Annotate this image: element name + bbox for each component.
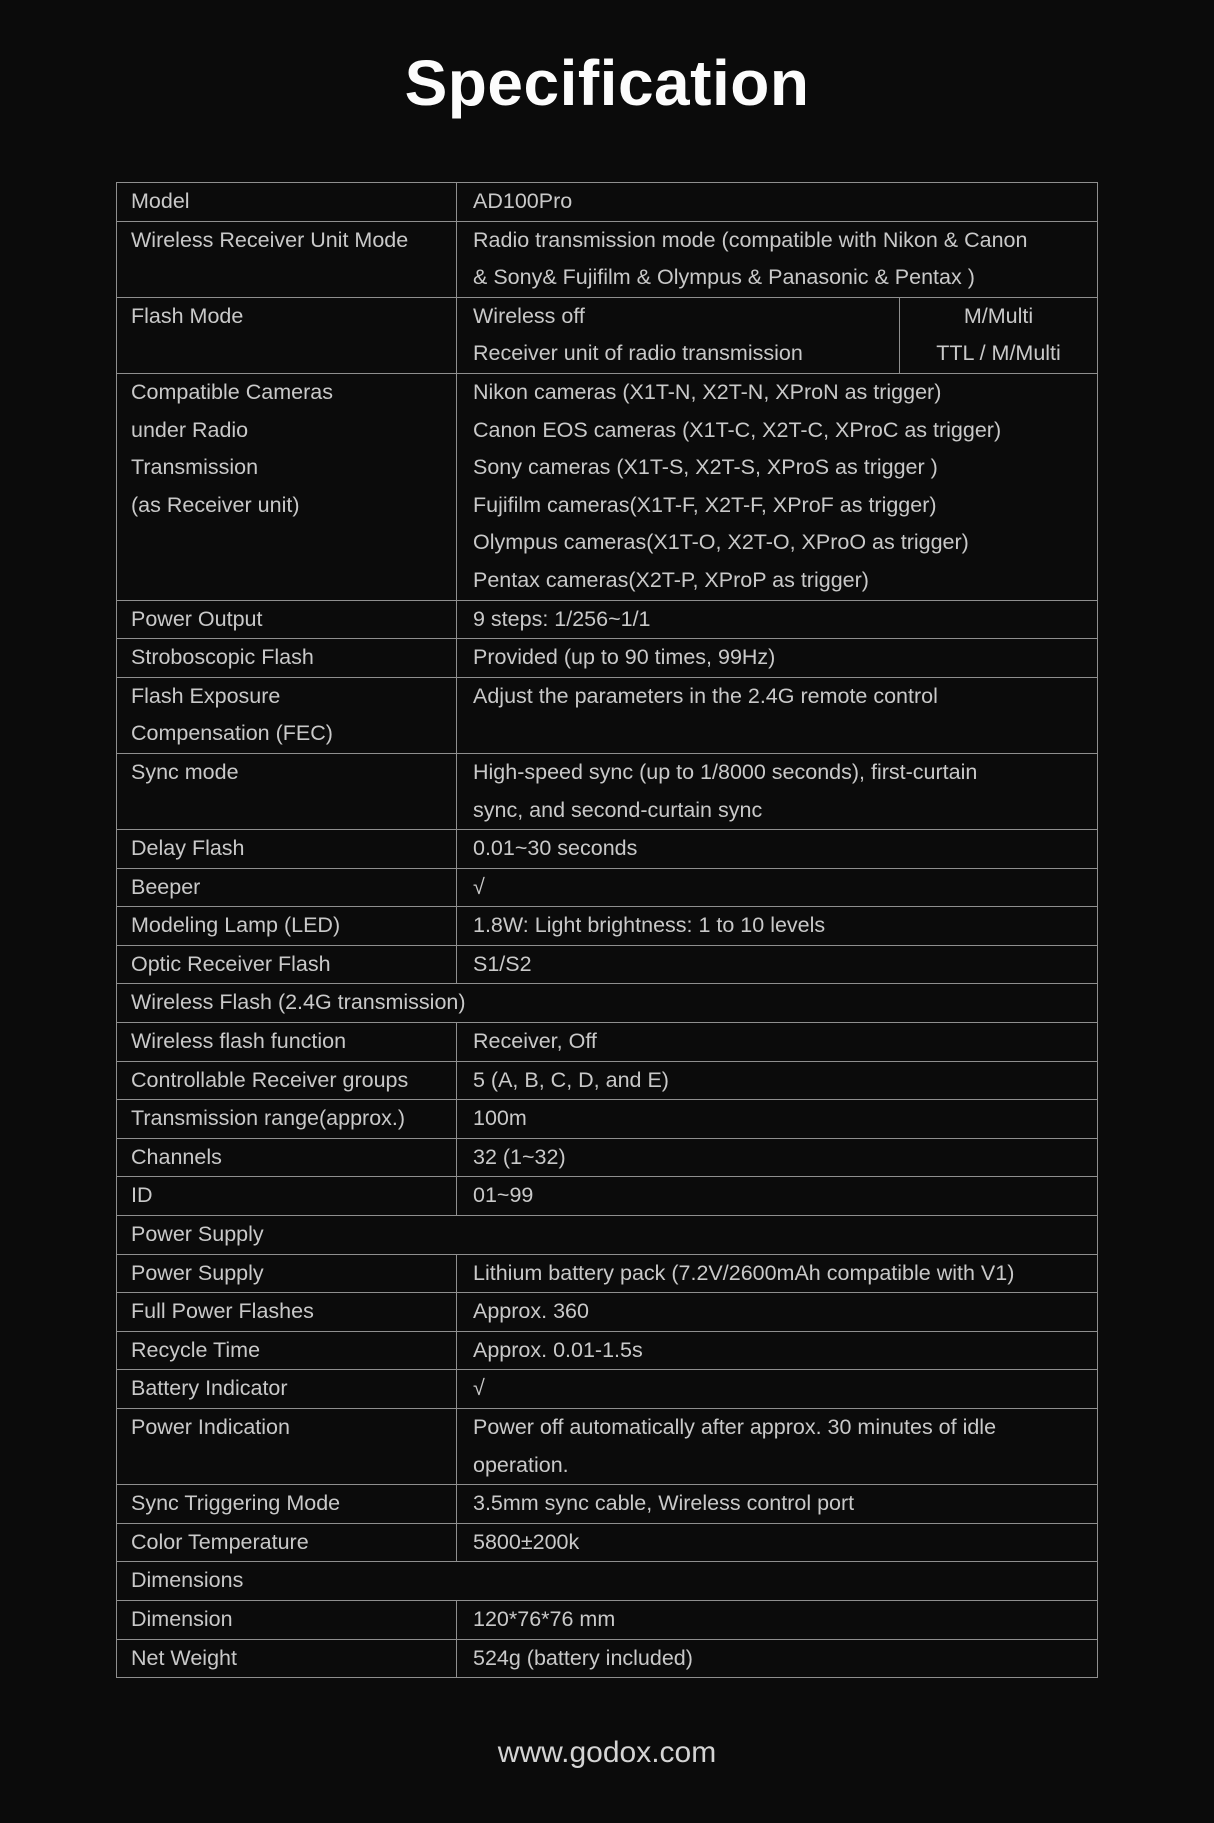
text-line: Model [131, 189, 190, 213]
spec-value-cell [456, 183, 1097, 221]
spec-value-cell [456, 1100, 1097, 1138]
spec-label-cell [117, 1139, 456, 1177]
section-header-row [117, 1215, 1097, 1254]
text-line: 5800±200k [473, 1529, 580, 1554]
spec-row [117, 1254, 1097, 1293]
text-line: (as Receiver unit) [131, 492, 300, 517]
spec-label-cell [117, 1100, 456, 1138]
spec-value-cell [456, 754, 1097, 829]
text-line: 32 (1~32) [473, 1144, 566, 1169]
spec-row [117, 1022, 1097, 1061]
text-line: Color Temperature [131, 1529, 309, 1554]
spec-label-cell [117, 1023, 456, 1061]
text-line: Approx. 0.01-1.5s [473, 1337, 643, 1362]
spec-row [117, 1176, 1097, 1215]
spec-label-cell [117, 1524, 456, 1562]
text-line: 524g (battery included) [473, 1645, 693, 1670]
spec-value-cell [456, 830, 1097, 868]
text-line: under Radio [131, 417, 249, 442]
text-line: Dimensions [131, 1568, 244, 1593]
text-line: Wireless flash function [131, 1029, 347, 1054]
text-line: Sony cameras (X1T-S, X2T-S, XProS as trigger ) [473, 455, 938, 480]
text-line: Adjust the parameters in the 2.4G remote control [473, 683, 938, 708]
text-line: Flash Exposure [131, 683, 281, 708]
text-line: √ [473, 1376, 485, 1401]
spec-label-cell [117, 601, 456, 639]
text-line: Wireless Flash (2.4G transmission) [131, 990, 466, 1015]
spec-label-cell [117, 869, 456, 907]
spec-label-cell [117, 907, 456, 945]
spec-row [117, 1484, 1097, 1523]
text-line: Olympus cameras(X1T-O, X2T-O, XProO as trigger) [473, 530, 969, 555]
spec-value-cell [456, 946, 1097, 984]
text-line: Transmission [131, 455, 259, 480]
text-line: Provided (up to 90 times, 99Hz) [473, 645, 776, 670]
text-line: Power off automatically after approx. 30 minutes of idle [473, 1415, 997, 1439]
spec-value-cell [456, 1409, 1097, 1484]
text-line: Power Indication [131, 1415, 290, 1439]
spec-value-cell [456, 601, 1097, 639]
spec-row [117, 677, 1097, 753]
spec-row [117, 1523, 1097, 1562]
text-line: Dimension [131, 1606, 233, 1631]
section-title-cell [117, 1216, 1097, 1254]
spec-value-cell [456, 869, 1097, 907]
text-line: Fujifilm cameras(X1T-F, X2T-F, XProF as trigger) [473, 492, 937, 517]
text-line: M/Multi [963, 303, 1034, 328]
spec-label-cell [117, 946, 456, 984]
section-header-row [117, 983, 1097, 1022]
spec-value-cell [456, 1139, 1097, 1177]
spec-row [117, 1408, 1097, 1484]
text-line: Sync mode [131, 759, 239, 784]
text-line: Power Supply [131, 1260, 264, 1285]
text-line: 3.5mm sync cable, Wireless control port [473, 1491, 855, 1516]
text-line: operation. [473, 1452, 569, 1477]
text-line: ID [131, 1183, 153, 1208]
spec-row [117, 373, 1097, 600]
spec-label-cell [117, 1255, 456, 1293]
spec-value-cell [456, 678, 1097, 753]
spec-row [117, 638, 1097, 677]
spec-value-cell [456, 1062, 1097, 1100]
text-line: 5 (A, B, C, D, and E) [473, 1067, 669, 1092]
text-line: Stroboscopic Flash [131, 645, 314, 670]
spec-label-cell [117, 754, 456, 829]
spec-value-cell [456, 1485, 1097, 1523]
text-line: Power Supply [131, 1222, 264, 1247]
text-line: 0.01~30 seconds [473, 836, 638, 861]
text-line: 120*76*76 mm [473, 1606, 616, 1631]
text-line: Full Power Flashes [131, 1299, 314, 1324]
text-line: Delay Flash [131, 836, 245, 861]
spec-row [117, 1639, 1097, 1678]
section-title-cell [117, 984, 1097, 1022]
section-title-cell [117, 1562, 1097, 1600]
spec-label-cell [117, 1601, 456, 1639]
spec-value-cell [456, 1524, 1097, 1562]
text-line: Power Output [131, 606, 263, 631]
footer-url: www.godox.com [497, 1736, 717, 1770]
spec-row [117, 1369, 1097, 1408]
text-line: Nikon cameras (X1T-N, X2T-N, XProN as trigger) [473, 379, 942, 404]
spec-value-cell [456, 298, 899, 373]
spec-label-cell [117, 1293, 456, 1331]
spec-value-cell [456, 1177, 1097, 1215]
text-line: High-speed sync (up to 1/8000 seconds), first-curtain [473, 759, 978, 784]
spec-value-cell [456, 1640, 1097, 1678]
spec-table [116, 182, 1098, 1678]
text-line: Compensation (FEC) [131, 721, 333, 746]
spec-value-cell [456, 1255, 1097, 1293]
spec-value-cell [456, 907, 1097, 945]
text-line: Lithium battery pack (7.2V/2600mAh compatible with V1) [473, 1260, 1015, 1285]
text-line: & Sony& Fujifilm & Olympus & Panasonic & Pentax ) [473, 265, 975, 290]
text-line: Recycle Time [131, 1337, 261, 1362]
text-line: AD100Pro [473, 189, 573, 213]
text-line: Modeling Lamp (LED) [131, 913, 341, 938]
text-line: 9 steps: 1/256~1/1 [473, 606, 651, 631]
spec-row [117, 1600, 1097, 1639]
spec-label-cell [117, 830, 456, 868]
spec-row [117, 1138, 1097, 1177]
spec-row [117, 829, 1097, 868]
text-line: Wireless Receiver Unit Mode [131, 227, 409, 252]
spec-row [117, 600, 1097, 639]
spec-row [117, 1061, 1097, 1100]
text-line: Beeper [131, 874, 201, 899]
text-line: Receiver unit of radio transmission [473, 341, 803, 366]
spec-value-cell [456, 1293, 1097, 1331]
spec-row [117, 906, 1097, 945]
spec-value2-cell [899, 298, 1097, 373]
spec-value-cell [456, 1601, 1097, 1639]
spec-row [117, 945, 1097, 984]
text-line: Transmission range(approx.) [131, 1106, 406, 1131]
spec-value-cell [456, 1370, 1097, 1408]
spec-label-cell [117, 374, 456, 600]
text-line: TTL / M/Multi [936, 341, 1061, 366]
spec-value-cell [456, 639, 1097, 677]
spec-row [117, 221, 1097, 297]
spec-label-cell [117, 639, 456, 677]
section-header-row [117, 1561, 1097, 1600]
spec-label-cell [117, 678, 456, 753]
spec-label-cell [117, 222, 456, 297]
spec-row [117, 183, 1097, 221]
spec-label-cell [117, 1177, 456, 1215]
spec-label-cell [117, 1640, 456, 1678]
text-line: Channels [131, 1144, 222, 1169]
spec-row [117, 1331, 1097, 1370]
text-line: sync, and second-curtain sync [473, 797, 763, 822]
spec-value-cell [456, 1023, 1097, 1061]
text-line: 1.8W: Light brightness: 1 to 10 levels [473, 913, 826, 938]
spec-label-cell [117, 298, 456, 373]
text-line: Receiver, Off [473, 1029, 597, 1054]
text-line: Net Weight [131, 1645, 237, 1670]
spec-label-cell [117, 183, 456, 221]
text-line: Canon EOS cameras (X1T-C, X2T-C, XProC as trigger) [473, 417, 1002, 442]
spec-value-cell [456, 1332, 1097, 1370]
spec-value-cell [456, 222, 1097, 297]
page-title: Specification [404, 47, 810, 119]
spec-row [117, 753, 1097, 829]
spec-value-cell [456, 374, 1097, 600]
text-line: 01~99 [473, 1183, 534, 1208]
text-line: Approx. 360 [473, 1299, 589, 1324]
spec-row [117, 868, 1097, 907]
text-line: Flash Mode [131, 303, 244, 328]
text-line: Wireless off [473, 303, 585, 328]
text-line: Compatible Cameras [131, 379, 333, 404]
text-line: Controllable Receiver groups [131, 1067, 409, 1092]
spec-row [117, 1292, 1097, 1331]
text-line: 100m [473, 1106, 527, 1131]
spec-label-cell [117, 1062, 456, 1100]
text-line: Pentax cameras(X2T-P, XProP as trigger) [473, 567, 869, 592]
text-line: Battery Indicator [131, 1376, 288, 1401]
text-line: S1/S2 [473, 951, 532, 976]
text-line: Radio transmission mode (compatible with Nikon & Canon [473, 227, 1028, 252]
spec-label-cell [117, 1370, 456, 1408]
spec-row [117, 1099, 1097, 1138]
spec-label-cell [117, 1409, 456, 1484]
text-line: √ [473, 874, 485, 899]
text-line: Optic Receiver Flash [131, 951, 331, 976]
spec-row [117, 297, 1097, 373]
text-line: Sync Triggering Mode [131, 1491, 341, 1516]
spec-label-cell [117, 1485, 456, 1523]
spec-label-cell [117, 1332, 456, 1370]
